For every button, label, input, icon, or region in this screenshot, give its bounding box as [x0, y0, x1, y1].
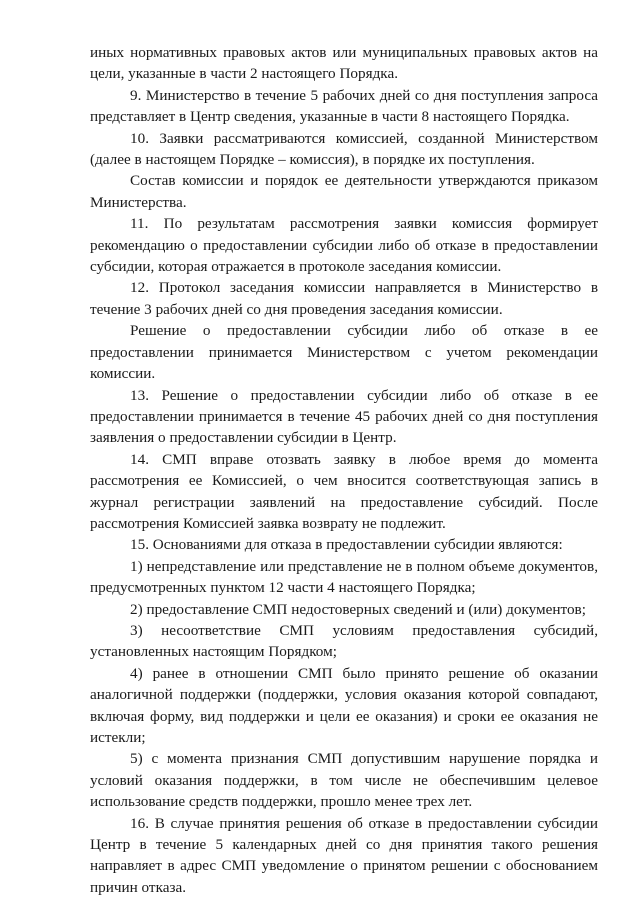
- list-item-5: 5) с момента признания СМП допустившим нарушение порядка и условий оказания поддержки, в том числе не обеспечившим целевое использование средств поддержки, прошло менее трех лет.: [90, 750, 598, 811]
- list-item-2: 2) предоставление СМП недостоверных сведений и (или) документов;: [130, 600, 586, 618]
- paragraph-item-12: 12. Протокол заседания комиссии направляется в Министерство в течение 3 рабочих дней со дня проведения заседания комиссии.: [90, 279, 598, 318]
- list-item-4: 4) ранее в отношении СМП было принято решение об оказании аналогичной поддержки (поддержки, условия оказания которой совпадают, включая форму, вид поддержки и цели ее оказания) и сроки ее оказания не истекли;: [90, 664, 598, 746]
- paragraph-item-13: 13. Решение о предоставлении субсидии либо об отказе в ее предоставлении принимается в течение 45 рабочих дней со дня поступления заявления о предоставлении субсидии в Центр.: [90, 386, 598, 447]
- paragraph-item-16: 16. В случае принятия решения об отказе в предоставлении субсидии Центр в течение 5 календарных дней со дня принятия такого решения направляет в адрес СМП уведомление о принятом решении с обоснованием причин отказа.: [90, 814, 598, 896]
- paragraph-item-15: 15. Основаниями для отказа в предоставлении субсидии являются:: [130, 536, 563, 554]
- paragraph-item-11: 11. По результатам рассмотрения заявки комиссия формирует рекомендацию о предоставлении субсидии либо об отказе в предоставлении субсидии, которая отражается в протоколе заседания комиссии.: [90, 215, 598, 276]
- paragraph-item-14: 14. СМП вправе отозвать заявку в любое время до момента рассмотрения ее Комиссией, о чем вносится соответствующая запись в журнал регистрации заявлений на предоставление субсидий. После рассмотрения Комиссией заявка возврату не подлежит.: [90, 450, 598, 532]
- list-item-3: 3) несоответствие СМП условиям предоставления субсидий, установленных настоящим Порядком;: [90, 621, 598, 661]
- paragraph-item-9: 9. Министерство в течение 5 рабочих дней со дня поступления запроса представляет в Центр сведения, указанные в части 8 настоящего Порядка.: [90, 86, 598, 126]
- document-page: [90, 42, 598, 898]
- paragraph-continuation: иных нормативных правовых актов или муниципальных правовых актов на цели, указанные в части 2 настоящего Порядка.: [90, 44, 598, 83]
- paragraph-decision: Решение о предоставлении субсидии либо об отказе в ее предоставлении принимается Министерством с учетом рекомендации комиссии.: [90, 322, 598, 383]
- list-item-1: 1) непредставление или представление не в полном объеме документов, предусмотренных пунктом 12 части 4 настоящего Порядка;: [90, 557, 598, 597]
- paragraph-item-10: 10. Заявки рассматриваются комиссией, созданной Министерством (далее в настоящем Порядке – комиссия), в порядке их поступления.: [90, 129, 598, 169]
- paragraph-commission-composition: Состав комиссии и порядок ее деятельности утверждаются приказом Министерства.: [90, 172, 598, 211]
